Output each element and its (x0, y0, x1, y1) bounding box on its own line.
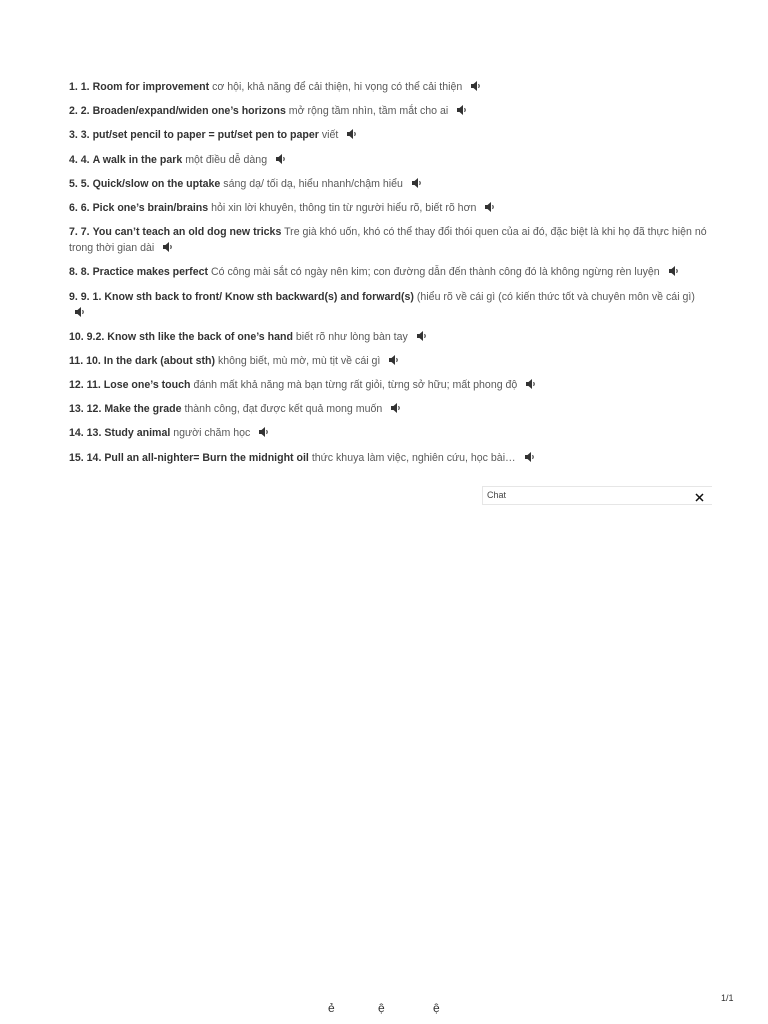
speaker-icon[interactable] (526, 379, 537, 389)
list-item (69, 176, 709, 192)
speaker-icon[interactable] (163, 242, 174, 252)
footer-glyph: ệ (378, 1001, 385, 1015)
item-meaning: cơ hội, khả năng để cải thiện, hi vọng có thể cải thiện (212, 81, 463, 93)
list-item (69, 103, 709, 119)
item-number: 4. 4. (69, 153, 90, 166)
speaker-icon[interactable] (457, 105, 468, 115)
item-number: 12. 11. (69, 379, 101, 392)
chat-widget[interactable] (482, 486, 712, 505)
close-icon[interactable] (694, 490, 705, 501)
item-number: 11. 10. (69, 354, 101, 367)
item-meaning: không biết, mù mờ, mù tịt về cái gì (217, 354, 381, 367)
item-term: Make the grade (104, 403, 182, 416)
speaker-icon[interactable] (417, 331, 428, 341)
item-meaning: hỏi xin lời khuyên, thông tin từ người hiểu rõ, biết rõ hơn (211, 201, 477, 214)
item-number: 1. 1. (69, 81, 90, 93)
list-item (69, 200, 709, 216)
item-number: 9. 9. 1. (69, 290, 102, 303)
item-meaning: sáng dạ/ tối dạ, hiểu nhanh/chậm hiểu (223, 177, 403, 190)
item-number: 7. 7. (69, 226, 90, 239)
list-item (69, 450, 709, 466)
item-meaning: Có công mài sắt có ngày nên kim; con đường dẫn đến thành công đó là không ngừng rèn luyện (210, 266, 660, 279)
list-item (69, 79, 709, 95)
item-term: Broaden/expand/widen one’s horizons (92, 105, 286, 118)
speaker-icon[interactable] (276, 154, 287, 164)
item-meaning: biết rõ như lòng bàn tay (295, 330, 408, 343)
page-number: 1/1 (721, 993, 734, 1003)
speaker-icon[interactable] (389, 355, 400, 365)
list-item (69, 264, 709, 280)
item-term: A walk in the park (92, 153, 183, 166)
list-item (69, 152, 709, 168)
item-number: 10. 9.2. (69, 330, 105, 343)
speaker-icon[interactable] (525, 452, 536, 462)
item-meaning: thức khuya làm việc, nghiên cứu, học bài… (311, 451, 516, 464)
item-term: Know sth like the back of one’s hand (107, 330, 293, 343)
speaker-icon[interactable] (412, 178, 423, 188)
item-term: Pick one’s brain/brains (92, 201, 209, 214)
item-term: Know sth back to front/ Know sth backward(s) and forward(s) (104, 290, 414, 303)
item-term: Pull an all-nighter= Burn the midnight oil (104, 451, 309, 464)
speaker-icon[interactable] (259, 427, 270, 437)
item-number: 13. 12. (69, 403, 102, 416)
list-item (69, 289, 709, 321)
footer-glyph: ệ (433, 1001, 440, 1015)
list-item (69, 329, 709, 345)
list-item (69, 353, 709, 369)
item-number: 5. 5. (69, 177, 90, 190)
item-number: 3. 3. (69, 129, 90, 142)
item-term: Practice makes perfect (92, 266, 209, 279)
item-number: 14. 13. (69, 427, 102, 440)
item-number: 15. 14. (69, 451, 102, 464)
item-term: You can’t teach an old dog new tricks (92, 226, 282, 239)
speaker-icon[interactable] (669, 266, 680, 276)
footer-glyph: ẻ (328, 1001, 335, 1015)
item-number: 8. 8. (69, 266, 90, 279)
item-meaning: một điều dễ dàng (185, 153, 268, 166)
phrase-list (69, 79, 709, 474)
speaker-icon[interactable] (391, 403, 402, 413)
list-item (69, 127, 709, 143)
item-meaning: Tre già khó uốn, khó có thể thay đổi thói quen của ai đó, đặc biệt là khi họ đã thực hiện nó trong thời gian dài (69, 226, 707, 255)
item-meaning: người chăm học (173, 427, 251, 440)
item-meaning: mở rộng tầm nhìn, tầm mắt cho ai (288, 105, 449, 118)
item-term: Lose one’s touch (103, 379, 191, 392)
chat-label: Chat (487, 490, 507, 500)
item-meaning: thành công, đạt được kết quả mong muốn (184, 403, 383, 416)
item-meaning: viết (321, 129, 339, 142)
item-term: Study animal (104, 427, 171, 440)
list-item (69, 401, 709, 417)
speaker-icon[interactable] (485, 202, 496, 212)
list-item (69, 224, 709, 256)
item-term: Room for improvement (92, 81, 210, 93)
item-term: put/set pencil to paper = put/set pen to paper (92, 129, 319, 142)
item-meaning: (hiểu rõ về cái gì (có kiến thức tốt và chuyên môn về cái gì) (416, 290, 695, 303)
item-term: Quick/slow on the uptake (92, 177, 221, 190)
item-number: 6. 6. (69, 201, 90, 214)
item-number: 2. 2. (69, 105, 90, 118)
item-meaning: đánh mất khả năng mà bạn từng rất giỏi, từng sở hữu; mất phong độ (193, 379, 518, 392)
list-item (69, 377, 709, 393)
speaker-icon[interactable] (347, 129, 358, 139)
list-item (69, 425, 709, 441)
speaker-icon[interactable] (471, 81, 482, 91)
item-term: In the dark (about sth) (103, 354, 215, 367)
speaker-icon[interactable] (75, 307, 86, 317)
